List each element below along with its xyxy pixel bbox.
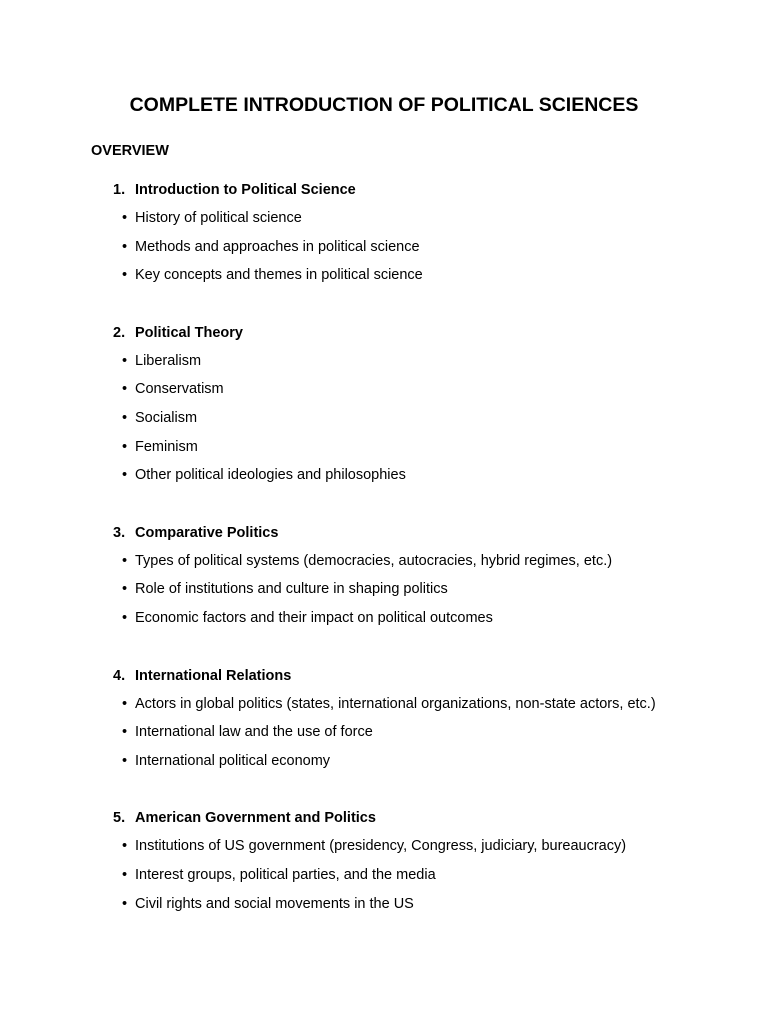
bullet-point: • [122,695,128,712]
section-list [0,180,768,951]
bullet-point: • [122,238,128,255]
bullet-point: • [122,438,128,455]
bullet-point: • [122,267,128,284]
bullet-text: Institutions of US government (presidency, Congress, judiciary, bureaucracy) [135,838,627,855]
bullet-item [0,437,768,466]
bullet-item [0,722,768,751]
bullet-list [0,551,768,637]
overview-heading: OVERVIEW [91,143,169,159]
section-heading [0,808,768,828]
section-number: 2. [113,324,126,341]
section-number: 1. [113,182,126,198]
section-number: 3. [113,524,126,541]
bullet-list [0,694,768,780]
section-number: 5. [113,810,126,827]
section-title: Political Theory [135,324,243,341]
bullet-text: Feminism [135,438,198,455]
bullet-item [0,208,768,237]
section-title: Comparative Politics [135,524,279,541]
section-title: International Relations [135,667,292,684]
bullet-item [0,265,768,294]
bullet-item [0,551,768,580]
bullet-point: • [122,381,128,398]
bullet-text: Other political ideologies and philosophies [135,467,406,484]
bullet-text: Methods and approaches in political science [135,238,420,255]
bullet-point: • [122,409,128,426]
section-title: American Government and Politics [135,810,376,827]
bullet-text: Socialism [135,409,198,426]
outline-section-2 [0,323,768,494]
bullet-text: Types of political systems (democracies, autocracies, hybrid regimes, etc.) [135,552,613,569]
bullet-text: Conservatism [135,381,224,398]
section-number: 4. [113,667,126,684]
bullet-text: International law and the use of force [135,724,373,741]
section-title: Introduction to Political Science [135,182,356,198]
bullet-point: • [122,752,128,769]
section-heading [0,666,768,686]
outline-section-5 [0,808,768,922]
outline-section-4 [0,666,768,780]
bullet-item [0,751,768,780]
bullet-item [0,694,768,723]
bullet-item [0,608,768,637]
document-title: COMPLETE INTRODUCTION OF POLITICAL SCIENCES [129,94,639,116]
outline-section-1 [0,180,768,294]
bullet-point: • [122,895,128,912]
bullet-item [0,351,768,380]
bullet-point: • [122,352,128,369]
bullet-text: Liberalism [135,352,202,369]
bullet-text: Civil rights and social movements in the US [135,895,414,912]
bullet-text: International political economy [135,752,331,769]
bullet-text: Key concepts and themes in political science [135,267,423,284]
bullet-point: • [122,467,128,484]
section-heading [0,523,768,543]
bullet-item [0,379,768,408]
bullet-point: • [122,581,128,598]
bullet-text: History of political science [135,210,302,226]
bullet-item [0,579,768,608]
bullet-point: • [122,838,128,855]
bullet-item [0,465,768,494]
bullet-item [0,894,768,923]
section-heading [0,323,768,343]
bullet-point: • [122,724,128,741]
bullet-point: • [122,552,128,569]
bullet-point: • [122,210,128,226]
bullet-item [0,836,768,865]
bullet-list [0,208,768,294]
bullet-text: Role of institutions and culture in shaping politics [135,581,448,598]
bullet-item [0,865,768,894]
bullet-point: • [122,609,128,626]
bullet-text: Actors in global politics (states, international organizations, non-state actors, etc.) [135,695,656,712]
bullet-list [0,836,768,922]
bullet-point: • [122,866,128,883]
bullet-item [0,408,768,437]
bullet-text: Economic factors and their impact on political outcomes [135,609,493,626]
bullet-text: Interest groups, political parties, and the media [135,866,436,883]
bullet-list [0,351,768,494]
outline-section-3 [0,523,768,637]
bullet-item [0,237,768,266]
section-heading [0,180,768,200]
